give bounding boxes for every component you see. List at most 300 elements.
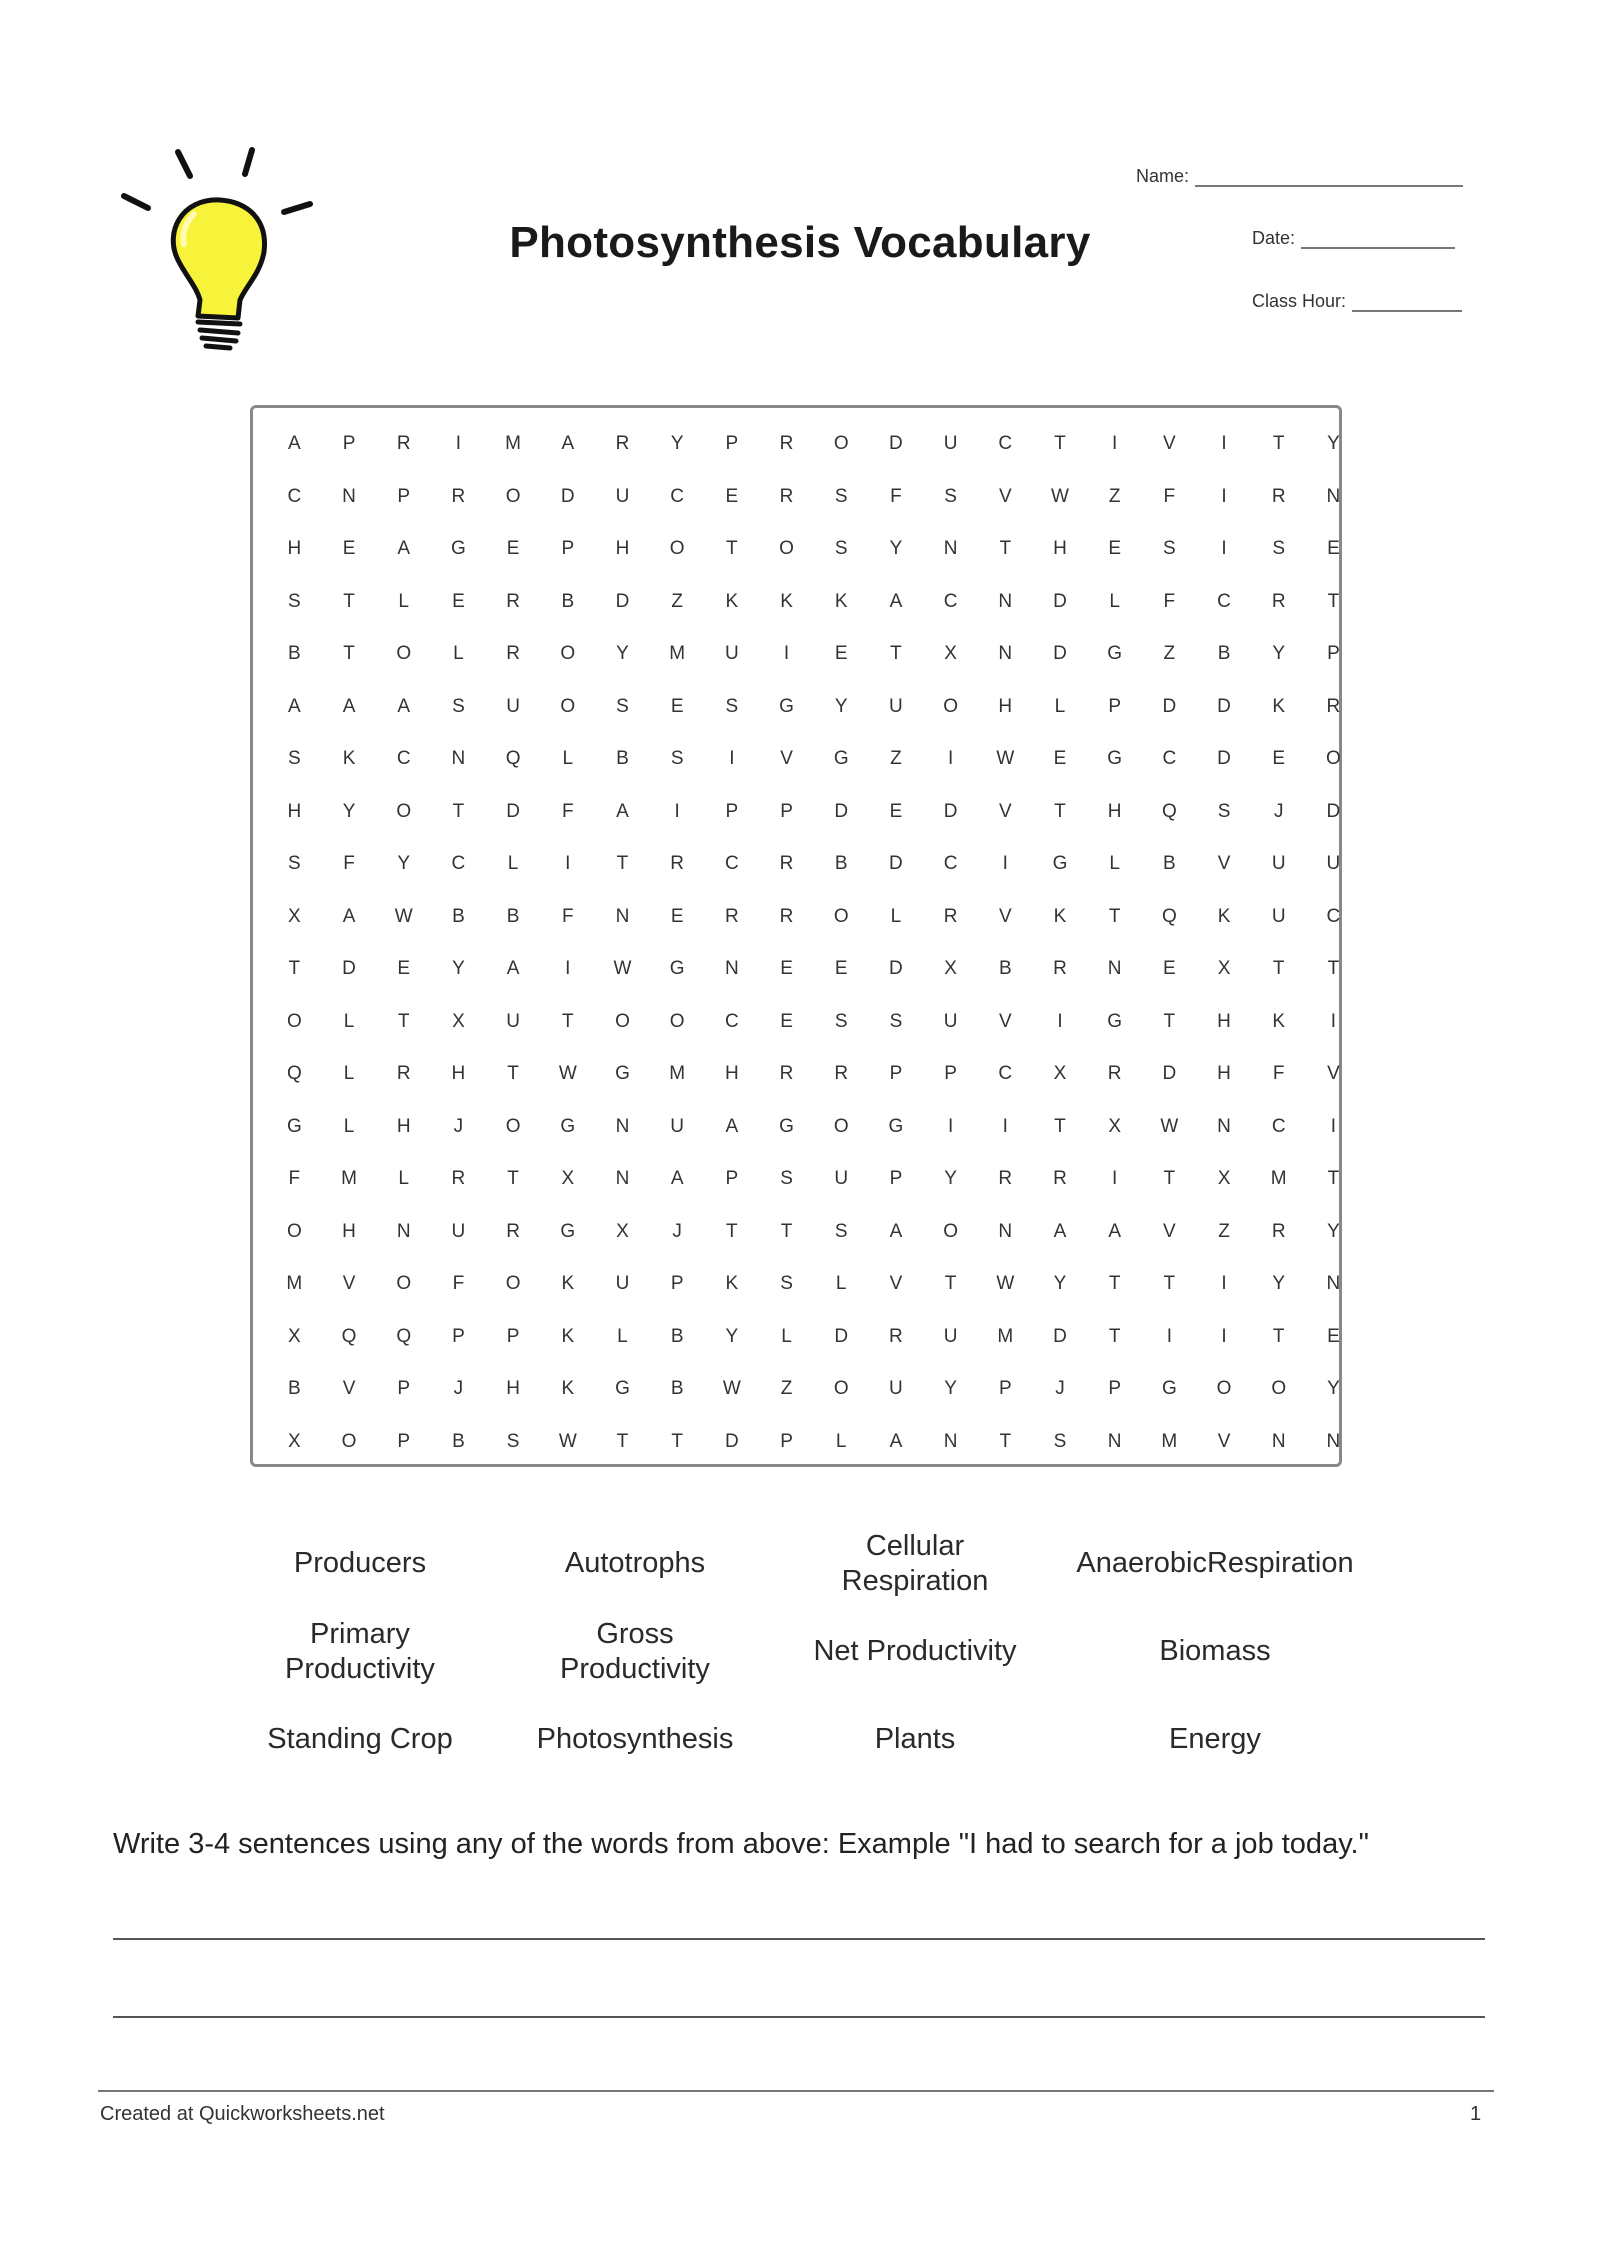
grid-letter: Y [1327,433,1340,455]
grid-letter: H [287,538,302,560]
grid-letter: T [288,958,301,980]
grid-letter: P [342,433,356,455]
grid-letter: I [1330,1115,1337,1137]
grid-letter: M [341,1168,357,1190]
grid-letter: Y [342,800,356,822]
grid-letter: F [343,853,355,875]
grid-letter: O [615,1010,630,1032]
grid-letter: R [1271,485,1286,507]
grid-letter: P [670,1273,684,1295]
grid-letter: X [616,1220,629,1242]
grid-letter: V [342,1273,356,1295]
grid-letter: N [615,1115,630,1137]
grid-letter: V [780,748,793,770]
grid-letter: N [1107,1430,1122,1452]
grid-letter: A [670,1168,684,1190]
footer-divider [98,2090,1494,2092]
grid-letter: K [1272,695,1286,717]
grid-letter: M [286,1273,303,1295]
grid-letter: Y [452,958,465,980]
grid-letter: S [889,1010,903,1032]
class-hour-field[interactable] [1252,291,1462,312]
grid-letter: Z [671,590,683,612]
grid-letter: O [1271,1378,1287,1400]
grid-letter: A [397,695,411,717]
grid-letter: D [506,800,520,822]
date-line [1301,246,1455,249]
grid-letter: T [1163,1168,1176,1190]
grid-letter: M [997,1325,1014,1347]
grid-letter: R [1326,695,1341,717]
grid-letter: J [672,1220,682,1242]
grid-letter: I [1221,433,1227,455]
grid-letter: T [1272,958,1285,980]
grid-letter: I [947,1115,954,1137]
word-search-puzzle [250,405,1342,1467]
grid-letter: X [944,643,957,665]
grid-letter: P [725,800,739,822]
grid-letter: R [779,853,794,875]
grid-letter: B [998,958,1012,980]
grid-letter: D [342,958,356,980]
grid-letter: T [1327,958,1340,980]
grid-letter: D [1217,695,1231,717]
grid-letter: O [943,695,958,717]
grid-letter: E [834,958,848,980]
grid-letter: M [1270,1168,1287,1190]
grid-letter: D [1162,695,1177,717]
grid-letter: A [1108,1220,1121,1242]
grid-letter: O [396,800,412,822]
grid-letter: W [613,958,632,980]
grid-letter: G [669,958,685,980]
grid-letter: V [342,1378,356,1400]
grid-letter: B [616,748,629,770]
grid-letter: S [834,538,848,560]
grid-letter: Y [397,853,411,875]
grid-letter: W [1160,1115,1179,1137]
grid-letter: O [833,905,849,927]
grid-letter: R [1107,1063,1122,1085]
word-bank-item: Energy [1169,1723,1261,1756]
grid-letter: H [342,1220,356,1242]
grid-letter: A [506,958,520,980]
grid-letter: C [396,748,411,770]
word-bank-item: Standing Crop [267,1723,453,1756]
grid-letter: S [1272,538,1286,560]
grid-letter: D [1053,643,1067,665]
grid-letter: T [1108,1273,1121,1295]
grid-letter: L [562,748,574,770]
grid-letter: V [998,485,1012,507]
grid-letter: L [507,853,519,875]
grid-letter: S [1163,538,1176,560]
date-field[interactable] [1252,228,1455,249]
grid-letter: T [616,853,629,875]
grid-letter: U [724,643,739,665]
grid-letter: L [398,590,409,612]
grid-letter: Z [890,748,902,770]
grid-letter: L [835,1273,847,1295]
grid-letter: O [505,485,521,507]
grid-letter: O [396,1273,412,1295]
grid-letter: E [780,958,793,980]
grid-letter: K [342,748,356,770]
grid-letter: K [561,1325,575,1347]
grid-letter: D [1326,800,1341,822]
grid-letter: I [1221,485,1227,507]
grid-letter: E [780,1010,793,1032]
grid-letter: E [889,800,903,822]
grid-letter: L [343,1010,355,1032]
grid-letter: T [944,1273,957,1295]
grid-letter: L [343,1063,355,1085]
grid-letter: K [725,1273,739,1295]
grid-letter: N [451,748,466,770]
grid-letter: Y [834,695,848,717]
class-hour-line [1352,309,1462,312]
grid-letter: P [506,1325,520,1347]
grid-letter: R [779,1063,794,1085]
word-bank-item: AnaerobicRespiration [1076,1547,1354,1580]
grid-letter: U [615,485,630,507]
grid-letter: V [1217,853,1231,875]
grid-letter: C [998,433,1013,455]
grid-letter: A [889,1220,903,1242]
grid-letter: A [342,905,356,927]
grid-letter: V [889,1273,903,1295]
grid-letter: G [888,1115,904,1137]
grid-letter: C [1217,590,1231,612]
grid-letter: N [1217,1115,1231,1137]
grid-letter: S [616,695,629,717]
grid-letter: O [560,643,576,665]
grid-letter: S [725,695,739,717]
grid-letter: Y [1053,1273,1067,1295]
grid-letter: R [724,905,739,927]
grid-letter: S [834,1010,848,1032]
grid-letter: D [1053,590,1067,612]
grid-letter: R [451,1168,466,1190]
word-bank-item: Cellular Respiration [841,1529,989,1597]
grid-letter: G [451,538,466,560]
grid-letter: Y [725,1325,739,1347]
grid-letter: S [834,485,848,507]
grid-letter: M [1161,1430,1178,1452]
name-line [1195,184,1463,187]
grid-letter: E [834,643,848,665]
grid-letter: O [505,1115,521,1137]
answer-line[interactable] [113,1938,1485,1940]
grid-letter: T [1272,1325,1285,1347]
grid-letter: O [833,1378,849,1400]
grid-letter: T [343,643,355,665]
grid-letter: K [780,590,793,612]
grid-letter: Z [780,1378,793,1400]
grid-letter: P [944,1063,957,1085]
grid-letter: N [998,643,1013,665]
grid-letter: K [1272,1010,1286,1032]
grid-letter: T [397,1010,410,1032]
grid-letter: R [889,1325,903,1347]
grid-letter: U [615,1273,630,1295]
grid-letter: K [725,590,739,612]
word-bank-item: Net Productivity [813,1635,1017,1668]
grid-letter: S [288,853,301,875]
grid-letter: L [781,1325,792,1347]
grid-letter: W [1051,485,1069,507]
grid-letter: A [889,1430,903,1452]
grid-letter: Q [286,1063,302,1085]
name-field[interactable] [1136,166,1463,187]
grid-letter: D [889,853,903,875]
word-bank-item: Photosynthesis [536,1723,734,1756]
grid-letter: A [288,433,301,455]
grid-letter: R [396,1063,411,1085]
grid-letter: K [834,590,848,612]
grid-letter: U [1326,853,1341,875]
grid-letter: Y [1327,1220,1340,1242]
grid-letter: P [1327,643,1340,665]
grid-letter: P [725,433,739,455]
grid-letter: S [780,1273,793,1295]
grid-letter: X [288,905,301,927]
grid-letter: Q [341,1325,357,1347]
grid-letter: Q [1161,905,1177,927]
grid-letter: A [288,695,301,717]
grid-letter: O [779,538,794,560]
grid-letter: E [670,695,684,717]
grid-letter: Z [1108,485,1121,507]
grid-letter: T [507,1168,519,1190]
grid-letter: R [779,433,794,455]
grid-letter: D [1053,1325,1067,1347]
grid-letter: N [615,1168,630,1190]
grid-letter: U [1271,853,1286,875]
grid-letter: K [1217,905,1231,927]
grid-letter: R [1271,1220,1286,1242]
grid-letter: I [565,958,571,980]
grid-letter: T [726,538,738,560]
grid-letter: D [943,800,958,822]
grid-letter: E [1163,958,1176,980]
grid-letter: H [287,800,302,822]
grid-letter: V [998,800,1012,822]
grid-letter: C [670,485,685,507]
grid-letter: L [1109,853,1120,875]
grid-letter: R [779,485,794,507]
grid-letter: N [615,905,630,927]
grid-letter: R [1271,590,1286,612]
grid-letter: T [1054,800,1066,822]
grid-letter: C [451,853,466,875]
grid-letter: G [1107,1010,1123,1032]
grid-letter: G [1107,748,1123,770]
grid-letter: B [506,905,520,927]
grid-letter: G [286,1115,302,1137]
grid-letter: F [288,1168,301,1190]
grid-letter: H [1217,1063,1231,1085]
writing-prompt: Write 3-4 sentences using any of the words from above: Example "I had to search for a job today." [113,1828,1369,1860]
grid-letter: J [453,1378,464,1400]
grid-letter: X [1217,958,1231,980]
grid-letter: O [505,1273,521,1295]
grid-letter: C [1271,1115,1286,1137]
grid-letter: N [998,1220,1013,1242]
grid-letter: V [1163,1220,1176,1242]
grid-letter: E [1053,748,1067,770]
grid-letter: I [455,433,462,455]
grid-letter: M [505,433,521,455]
grid-letter: T [1054,433,1066,455]
grid-letter: I [1166,1325,1172,1347]
grid-letter: K [561,1273,575,1295]
grid-letter: T [1327,590,1340,612]
grid-letter: X [288,1325,301,1347]
grid-letter: D [834,1325,849,1347]
grid-letter: T [671,1430,683,1452]
grid-letter: E [725,485,739,507]
grid-letter: H [1107,800,1122,822]
grid-letter: B [561,590,575,612]
name-label: Name: [1136,166,1190,186]
grid-letter: P [780,1430,793,1452]
grid-letter: V [998,905,1012,927]
grid-letter: X [1053,1063,1067,1085]
grid-letter: R [506,1220,520,1242]
grid-letter: X [1108,1115,1121,1137]
grid-letter: P [889,1168,903,1190]
grid-letter: U [506,695,520,717]
grid-letter: U [506,1010,520,1032]
word-bank-item: Plants [874,1723,956,1756]
grid-letter: X [452,1010,465,1032]
grid-letter: H [615,538,630,560]
grid-letter: O [833,433,849,455]
grid-letter: U [889,695,903,717]
grid-letter: H [396,1115,411,1137]
grid-letter: F [452,1273,465,1295]
grid-letter: H [1217,1010,1231,1032]
grid-letter: S [288,748,301,770]
grid-letter: T [1163,1010,1176,1032]
grid-letter: P [998,1378,1012,1400]
grid-letter: G [560,1220,576,1242]
grid-letter: C [998,1063,1013,1085]
grid-letter: F [561,905,574,927]
grid-letter: I [947,748,954,770]
grid-letter: F [1272,1063,1285,1085]
grid-letter: I [1112,433,1118,455]
grid-letter: A [725,1115,739,1137]
grid-letter: R [779,905,794,927]
light-bulb-icon [112,140,332,360]
grid-letter: T [726,1220,738,1242]
grid-letter: M [669,643,686,665]
grid-letter: O [341,1430,357,1452]
grid-letter: P [1108,695,1121,717]
word-bank-item: Producers [293,1547,427,1580]
grid-letter: S [452,695,465,717]
grid-letter: Y [944,1168,957,1190]
grid-letter: K [561,1378,575,1400]
grid-letter: N [342,485,356,507]
grid-letter: A [889,590,903,612]
grid-letter: W [394,905,413,927]
grid-letter: E [1272,748,1286,770]
word-bank-item: Autotrophs [564,1547,706,1580]
grid-letter: Q [505,748,521,770]
grid-letter: W [722,1378,741,1400]
grid-letter: R [506,590,520,612]
grid-letter: N [1326,485,1341,507]
grid-letter: I [1330,1010,1337,1032]
grid-letter: D [615,590,630,612]
grid-letter: B [1217,643,1231,665]
grid-letter: T [1272,433,1285,455]
grid-letter: R [1053,958,1067,980]
grid-letter: Y [944,1378,957,1400]
grid-letter: T [1327,1168,1340,1190]
answer-line[interactable] [113,2016,1485,2018]
grid-letter: Y [1272,643,1286,665]
grid-letter: B [670,1325,684,1347]
grid-letter: D [889,433,903,455]
grid-letter: Y [670,433,684,455]
grid-letter: S [506,1430,520,1452]
grid-letter: D [560,485,575,507]
grid-letter: U [1271,905,1286,927]
grid-letter: S [834,1220,848,1242]
grid-letter: G [833,748,849,770]
grid-letter: O [286,1010,302,1032]
grid-letter: U [943,1010,958,1032]
grid-letter: G [1052,853,1068,875]
grid-letter: Y [889,538,903,560]
grid-letter: R [615,433,630,455]
grid-letter: I [1057,1010,1063,1032]
grid-letter: U [834,1168,849,1190]
grid-letter: D [889,958,903,980]
grid-letter: G [1161,1378,1177,1400]
grid-letter: I [1112,1168,1118,1190]
grid-letter: I [729,748,735,770]
grid-letter: V [1327,1063,1340,1085]
grid-letter: L [617,1325,628,1347]
word-bank [225,1520,1405,1784]
grid-letter: B [834,853,848,875]
page-number: 1 [1470,2103,1482,2125]
grid-letter: N [943,538,958,560]
grid-letter: O [396,643,412,665]
grid-letter: O [669,1010,685,1032]
grid-letter: J [1273,800,1284,822]
grid-letter: S [670,748,684,770]
grid-letter: O [833,1115,849,1137]
grid-letter: C [724,1010,739,1032]
grid-letter: T [999,1430,1012,1452]
grid-letter: U [943,433,958,455]
word-bank-item: Primary Productivity [285,1617,435,1685]
grid-letter: D [1162,1063,1177,1085]
grid-letter: B [452,905,465,927]
grid-letter: J [453,1115,464,1137]
grid-letter: B [670,1378,684,1400]
grid-letter: G [779,1115,794,1137]
grid-letter: P [397,1430,411,1452]
grid-letter: R [451,485,466,507]
grid-letter: I [1002,853,1008,875]
